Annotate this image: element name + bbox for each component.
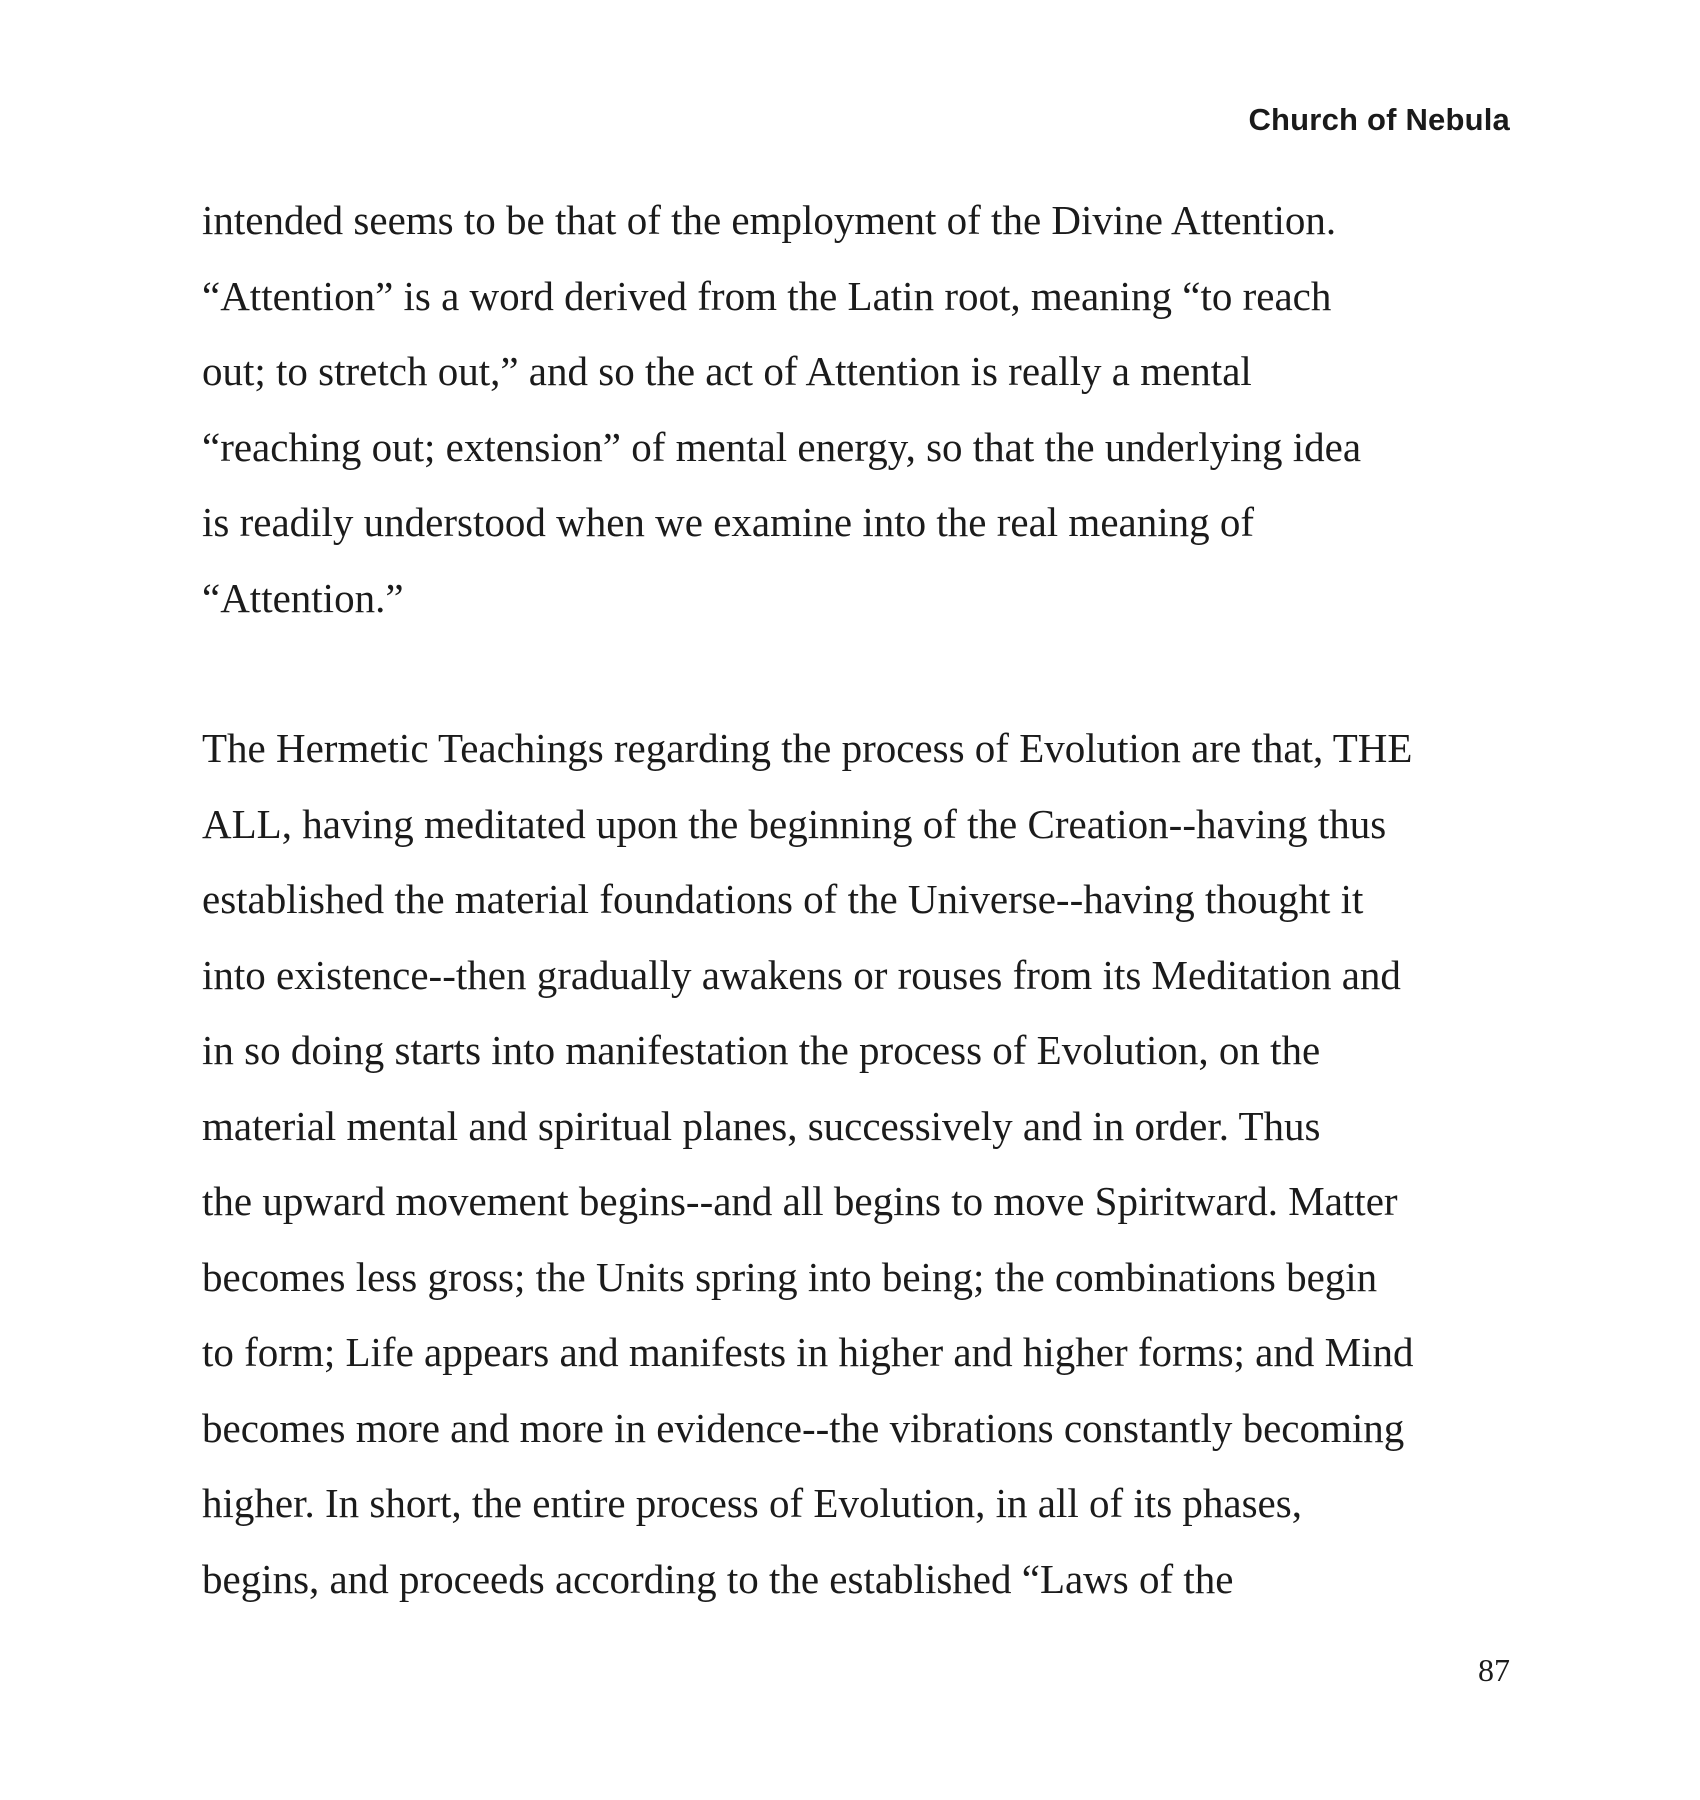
text-line: is readily understood when we examine into the real meaning of — [202, 499, 1255, 545]
text-line: out; to stretch out,” and so the act of Attention is really a mental — [202, 348, 1252, 394]
text-line: begins, and proceeds according to the established “Laws of the — [202, 1555, 1234, 1602]
text-line: “reaching out; extension” of mental energy, so that the underlying idea — [202, 423, 1362, 470]
text-line: established the material foundations of the Universe--having thought it — [202, 876, 1364, 922]
paragraph-2 — [202, 711, 1512, 1617]
text-line: in so doing starts into manifestation the process of Evolution, on the — [202, 1027, 1321, 1073]
text-line: “Attention.” — [202, 574, 404, 621]
text-line: to form; Life appears and manifests in higher and higher forms; and Mind — [202, 1329, 1414, 1375]
text-line: The Hermetic Teachings regarding the process of Evolution are that, THE — [202, 725, 1413, 771]
paragraph-1 — [202, 183, 1512, 636]
text-line: “Attention” is a word derived from the Latin root, meaning “to reach — [202, 272, 1332, 319]
text-line: intended seems to be that of the employment of the Divine Attention. — [202, 197, 1337, 243]
page-number: 87 — [1478, 1652, 1510, 1688]
text-line: into existence--then gradually awakens or rouses from its Meditation and — [202, 951, 1401, 998]
running-header-title: Church of Nebula — [1248, 102, 1510, 137]
text-line: the upward movement begins--and all begins to move Spiritward. Matter — [202, 1178, 1398, 1224]
text-line: ALL, having meditated upon the beginning of the Creation--having thus — [202, 800, 1387, 847]
text-line: becomes less gross; the Units spring into being; the combinations begin — [202, 1253, 1378, 1300]
text-line: becomes more and more in evidence--the vibrations constantly becoming — [202, 1404, 1405, 1451]
text-line: material mental and spiritual planes, successively and in order. Thus — [202, 1102, 1321, 1149]
text-line: higher. In short, the entire process of Evolution, in all of its phases, — [202, 1480, 1302, 1526]
